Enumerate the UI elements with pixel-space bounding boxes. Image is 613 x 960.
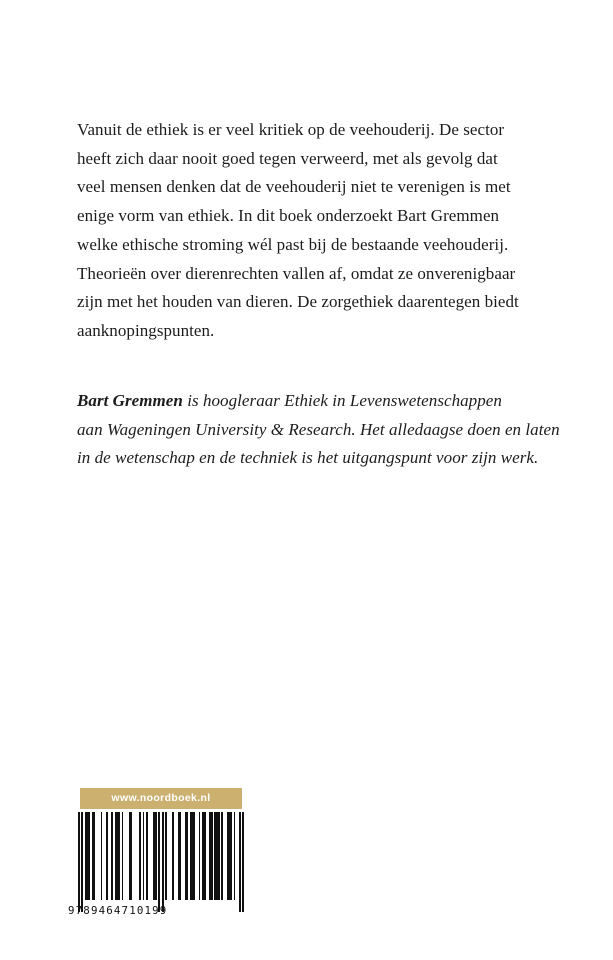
barcode-bar <box>106 812 108 900</box>
barcode-bar <box>221 812 223 900</box>
barcode-bar <box>209 812 212 900</box>
barcode-bar <box>185 812 188 900</box>
barcode-bar <box>101 812 103 900</box>
barcode-bar <box>234 812 236 900</box>
isbn-number: 9789464710199 <box>68 904 168 917</box>
author-name: Bart Gremmen <box>77 391 183 410</box>
blurb-line: Theorieën over dierenrechten vallen af, omdat ze onverenigbaar <box>77 263 516 283</box>
barcode-bar <box>143 812 145 900</box>
blurb-line: heeft zich daar nooit goed tegen verweerd, met als gevolg dat <box>77 148 498 168</box>
barcode-bar <box>129 812 132 900</box>
blurb-line: zijn met het houden van dieren. De zorgethiek daarentegen biedt <box>77 292 519 312</box>
barcode-bar <box>190 812 195 900</box>
isbn-barcode <box>68 812 248 922</box>
barcode-bar <box>139 812 141 900</box>
barcode-bar <box>172 812 174 900</box>
author-bio-text: is hoogleraar Ethiek in Levenswetenschappen <box>182 391 502 410</box>
barcode-bar <box>81 812 83 912</box>
barcode-bar <box>239 812 241 912</box>
barcode-bar <box>158 812 160 912</box>
barcode-bar <box>92 812 95 900</box>
barcode-bar <box>115 812 120 900</box>
book-blurb <box>77 116 547 346</box>
barcode-bar <box>202 812 205 900</box>
blurb-line: aanknopingspunten. <box>77 320 215 340</box>
author-bio-line <box>77 387 547 416</box>
author-bio <box>77 387 560 473</box>
blurb-line: veel mensen denken dat de veehouderij niet te verenigen is met <box>77 177 511 197</box>
barcode-bar <box>242 812 244 912</box>
barcode-bar <box>85 812 90 900</box>
blurb-line: Vanuit de ethiek is er veel kritiek op de veehouderij. De sector <box>77 120 505 139</box>
blurb-line: welke ethische stroming wél past bij de bestaande veehouderij. <box>77 234 509 254</box>
barcode-bar <box>214 812 219 900</box>
barcode-bar <box>153 812 156 900</box>
barcode-bar <box>178 812 181 900</box>
barcode-bar <box>227 812 232 900</box>
barcode-bar <box>162 812 164 912</box>
website-badge: www.noordboek.nl <box>80 788 242 809</box>
barcode-bars <box>78 812 244 912</box>
barcode-bar <box>146 812 148 900</box>
barcode-bar <box>122 812 124 900</box>
author-bio-line: in de wetenschap en de techniek is het uitgangspunt voor zijn werk. <box>77 448 539 468</box>
barcode-bar <box>199 812 201 900</box>
barcode-bar <box>111 812 113 900</box>
blurb-line: enige vorm van ethiek. In dit boek onderzoekt Bart Gremmen <box>77 206 500 226</box>
barcode-bar <box>165 812 167 900</box>
author-bio-line: aan Wageningen University & Research. Het alledaagse doen en laten <box>77 419 560 439</box>
barcode-bar <box>78 812 80 912</box>
